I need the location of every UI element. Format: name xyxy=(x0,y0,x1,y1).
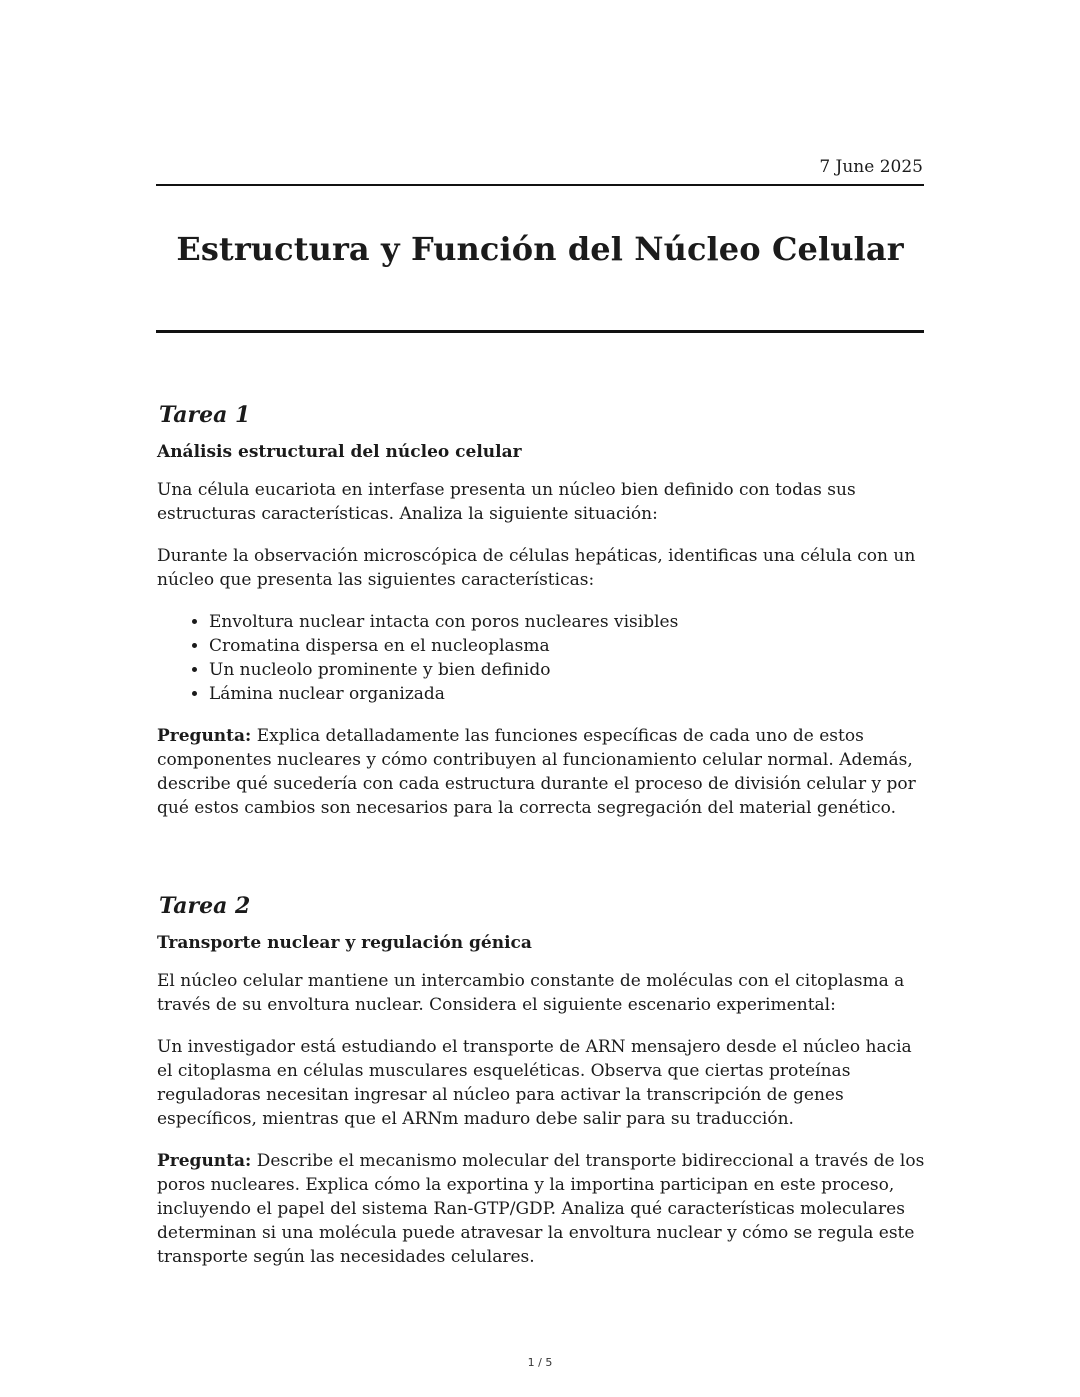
task-1-subtitle: Análisis estructural del núcleo celular xyxy=(157,442,522,462)
document-date: 7 June 2025 xyxy=(819,157,923,177)
task-2-question-text: Describe el mecanismo molecular del transporte bidireccional a través de los poros nucleares. Explica cómo la exportina y la importina participan en este proceso, incluyendo el papel del sistema Ran-GTP/GDP. Analiza qué características moleculares determinan si una molécula puede atravesar la envoltura nuclear y cómo se regula este transporte según las necesidades celulares. xyxy=(157,1151,925,1267)
page-number: 1 / 5 xyxy=(527,1356,553,1369)
list-item: • Un nucleolo prominente y bien definido xyxy=(209,658,927,682)
task-1-question-text: Explica detalladamente las funciones específicas de cada uno de estos componentes nucleares y cómo contribuyen al funcionamiento celular normal. Además, describe qué sucedería con cada estructura durante el proceso de división celular y por qué estos cambios son necesarios para la correcta segregación del material genético. xyxy=(157,726,916,818)
page-title: Estructura y Función del Núcleo Celular xyxy=(176,230,904,268)
task-1-question-label: Pregunta: xyxy=(157,726,252,746)
title-divider xyxy=(156,330,924,333)
list-item: • Envoltura nuclear intacta con poros nucleares visibles xyxy=(209,610,927,634)
task-1-heading: Tarea 1 xyxy=(159,402,251,428)
task-1-intro: Una célula eucariota en interfase presenta un núcleo bien definido con todas sus estructuras características. Analiza la siguiente situación: xyxy=(157,480,856,524)
list-item: • Lámina nuclear organizada xyxy=(209,682,927,706)
task-2-question xyxy=(157,1149,927,1269)
task-2-intro: El núcleo celular mantiene un intercambio constante de moléculas con el citoplasma a través de su envoltura nuclear. Considera el siguiente escenario experimental: xyxy=(157,971,905,1015)
task-1-feature-list xyxy=(157,610,927,706)
task-2-heading: Tarea 2 xyxy=(159,893,251,919)
task-1-scenario: Durante la observación microscópica de células hepáticas, identificas una célula con un núcleo que presenta las siguientes características: xyxy=(157,546,916,590)
task-2-section xyxy=(157,893,927,1287)
task-2-scenario: Un investigador está estudiando el transporte de ARN mensajero desde el núcleo hacia el citoplasma en células musculares esqueléticas. Observa que ciertas proteínas reguladoras necesitan ingresar al núcleo para activar la transcripción de genes específicos, mientras que el ARNm maduro debe salir para su traducción. xyxy=(157,1037,912,1129)
task-1-section xyxy=(157,402,927,838)
task-2-subtitle: Transporte nuclear y regulación génica xyxy=(157,933,532,953)
list-item: • Cromatina dispersa en el nucleoplasma xyxy=(209,634,927,658)
header-divider xyxy=(156,184,924,186)
task-2-question-label: Pregunta: xyxy=(157,1151,252,1171)
task-1-question xyxy=(157,724,927,820)
